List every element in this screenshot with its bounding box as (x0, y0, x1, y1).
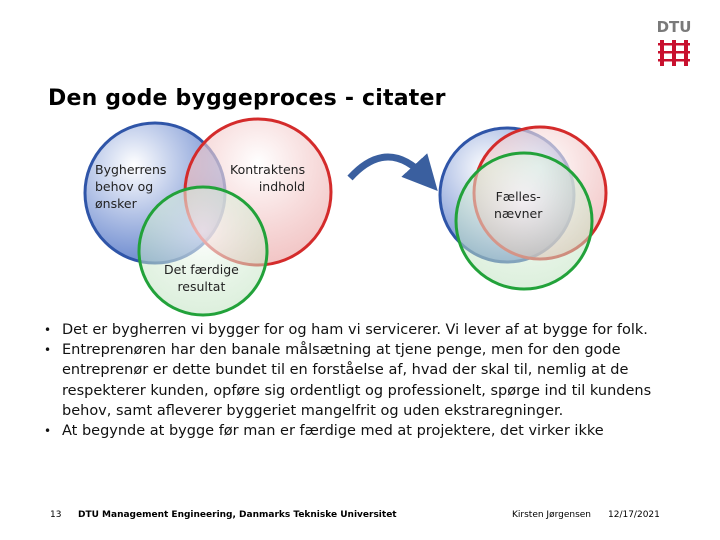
label-bygherrens-behov: Bygherrens behov og ønsker (95, 162, 167, 211)
label-faellesnaevner: Fælles- nævner (494, 189, 543, 221)
bullet-dot: • (44, 343, 52, 358)
footer-date: 12/17/2021 (608, 510, 660, 520)
bullet-text: At begynde at bygge før man er færdige med at projektere, det virker ikke (62, 423, 604, 440)
bullet-item (40, 340, 680, 421)
bullet-list (40, 320, 680, 441)
slide-title: Den gode byggeproces - citater (48, 86, 446, 111)
footer-author: Kirsten Jørgensen (512, 510, 592, 520)
page-number: 13 (50, 510, 62, 520)
label-det-faerdige-resultat: Det færdige resultat (164, 262, 239, 294)
dtu-logo-text: DTU (656, 18, 692, 36)
label-kontraktens-indhold: Kontraktens indhold (230, 162, 306, 194)
transform-arrow (350, 157, 426, 178)
bullet-text: Entreprenøren har den banale målsætning at tjene penge, men for den gode entreprenør er dette bundet til en forståelse af, hvad der skal til, nemlig at de respekterer kunden, opføre sig ordentligt og professionelt, spørge ind til kundens behov, samt afleverer byggeriet mangelfrit og uden ekstraregninger. (62, 342, 652, 419)
bullet-dot: • (44, 323, 52, 337)
bullet-item (40, 320, 680, 340)
bullet-text: Det er bygherren vi bygger for og ham vi servicerer. Vi lever af at bygge for folk. (62, 322, 648, 338)
bullet-dot: • (44, 424, 52, 439)
footer-institution: DTU Management Engineering, Danmarks Tekniske Universitet (78, 510, 397, 520)
bullet-item (40, 421, 680, 441)
